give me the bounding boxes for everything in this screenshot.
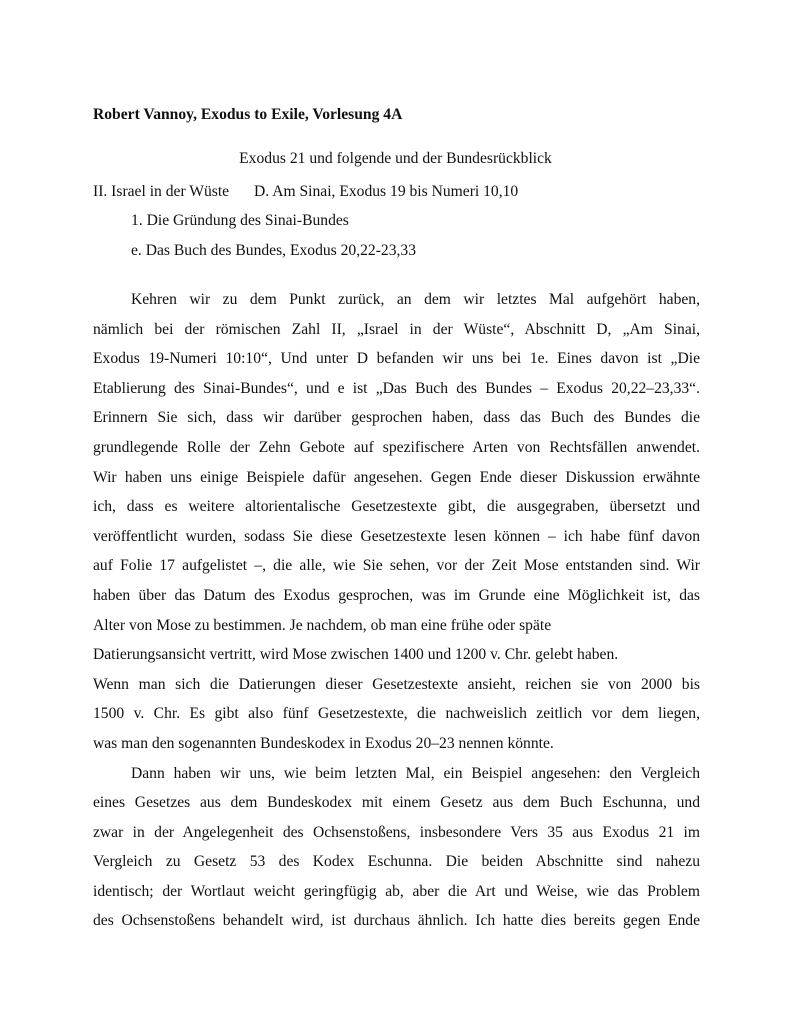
outline-level1-right: D. Am Sinai, Exodus 19 bis Numeri 10,10 bbox=[254, 183, 519, 200]
paragraph-1-line: Kehren wir zu dem Punkt zurück, an dem wir letztes Mal aufgehört haben, bbox=[131, 291, 700, 308]
outline-level2: 1. Die Gründung des Sinai-Bundes bbox=[131, 212, 349, 229]
document-subtitle: Exodus 21 und folgende und der Bundesrückblick bbox=[239, 150, 552, 167]
outline-level3: e. Das Buch des Bundes, Exodus 20,22-23,33 bbox=[131, 242, 416, 259]
paragraph-1-line: veröffentlicht wurden, sodass Sie diese Gesetzestexte lesen können – ich habe fünf davon bbox=[93, 527, 700, 545]
paragraph-1-line: Wenn man sich die Datierungen dieser Gesetzestexte ansieht, reichen sie von 2000 bis bbox=[93, 675, 700, 693]
paragraph-1-line: grundlegende Rolle der Zehn Gebote auf spezifischere Arten von Rechtsfällen anwendet. bbox=[93, 438, 700, 456]
paragraph-1-line: nämlich bei der römischen Zahl II, „Israel in der Wüste“, Abschnitt D, „Am Sinai, bbox=[93, 320, 700, 338]
paragraph-2-line: des Ochsenstoßens behandelt wird, ist durchaus ähnlich. Ich hatte dies bereits gegen Ende bbox=[93, 912, 700, 930]
paragraph-1-line: Etablierung des Sinai-Bundes“, und e ist „Das Buch des Bundes – Exodus 20,22–23,33“. bbox=[93, 379, 700, 397]
paragraph-1-line: Erinnern Sie sich, dass wir darüber gesprochen haben, dass das Buch des Bundes die bbox=[93, 409, 700, 427]
paragraph-2-line: identisch; der Wortlaut weicht geringfügig ab, aber die Art und Weise, wie das Problem bbox=[93, 882, 700, 900]
paragraph-1-line: haben über das Datum des Exodus gesprochen, was im Grunde eine Möglichkeit ist, das bbox=[93, 586, 700, 604]
paragraph-2-line: Dann haben wir uns, wie beim letzten Mal, ein Beispiel angesehen: den Vergleich bbox=[131, 764, 700, 782]
paragraph-1-line: ich, dass es weitere altorientalische Gesetzestexte gibt, die ausgegraben, übersetzt und bbox=[93, 498, 700, 516]
paragraph-1-line: 1500 v. Chr. Es gibt also fünf Gesetzestexte, die nachweislich zeitlich vor dem liegen, bbox=[93, 705, 700, 723]
paragraph-1-line: Alter von Mose zu bestimmen. Je nachdem, ob man eine frühe oder späte bbox=[93, 616, 552, 634]
paragraph-2-line: Vergleich zu Gesetz 53 des Kodex Eschunna. Die beiden Abschnitte sind nahezu bbox=[93, 853, 700, 871]
paragraph-2-line: zwar in der Angelegenheit des Ochsenstoßens, insbesondere Vers 35 aus Exodus 21 im bbox=[93, 823, 700, 841]
paragraph-2-line: eines Gesetzes aus dem Bundeskodex mit einem Gesetz aus dem Buch Eschunna, und bbox=[93, 794, 700, 812]
paragraph-1-line: auf Folie 17 aufgelistet –, die alle, wie Sie sehen, vor der Zeit Mose entstanden sind. Wir bbox=[93, 557, 700, 575]
paragraph-1-line: Exodus 19-Numeri 10:10“, Und unter D befanden wir uns bei 1e. Eines davon ist „Die bbox=[93, 350, 700, 368]
outline-level1-left: II. Israel in der Wüste bbox=[93, 183, 230, 200]
paragraph-1-line: Datierungsansicht vertritt, wird Mose zwischen 1400 und 1200 v. Chr. gelebt haben. bbox=[93, 646, 619, 664]
paragraph-1-line: Wir haben uns einige Beispiele dafür angesehen. Gegen Ende dieser Diskussion erwähnte bbox=[93, 468, 700, 486]
paragraph-1-line: was man den sogenannten Bundeskodex in Exodus 20–23 nennen könnte. bbox=[93, 734, 554, 752]
body-text bbox=[93, 285, 700, 936]
document-title: Robert Vannoy, Exodus to Exile, Vorlesung 4A bbox=[93, 106, 403, 123]
